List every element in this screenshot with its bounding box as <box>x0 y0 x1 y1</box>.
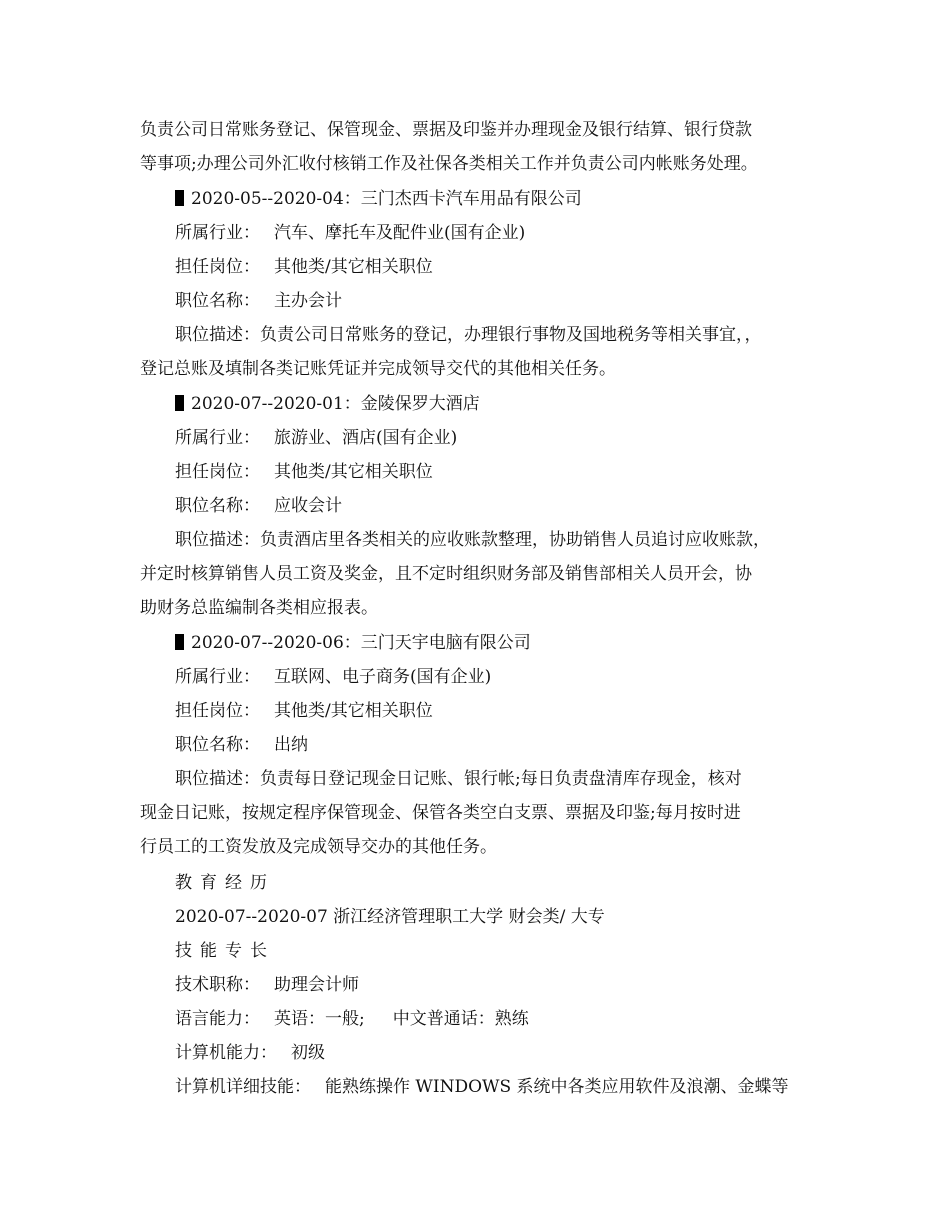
education-heading: 教育经历 <box>175 873 275 893</box>
post-label: 担任岗位： <box>175 701 260 721</box>
job-desc-line: 并定时核算销售人员工资及奖金，且不定时组织财务部及销售部相关人员开会，协 <box>140 564 752 584</box>
job-header-text: 2020-05--2020-04：三门杰西卡汽车用品有限公司 <box>191 189 582 209</box>
intro-line-1: 负责公司日常账务登记、保管现金、票据及印鉴并办理现金及银行结算、银行贷款 <box>140 120 752 140</box>
intro-line-2: 等事项;办理公司外汇收付核销工作及社保各类相关工作并负责公司内帐账务处理。 <box>140 154 758 174</box>
industry-value: 互联网、电子商务(国有企业) <box>274 667 492 687</box>
industry-label: 所属行业： <box>175 667 260 687</box>
industry-label: 所属行业： <box>175 223 260 243</box>
job-title-row <box>0 489 950 523</box>
title-label: 职位名称： <box>175 735 260 755</box>
computer-label: 计算机能力： <box>175 1043 277 1063</box>
title-label: 职位名称： <box>175 291 260 311</box>
title-value: 应收会计 <box>274 496 342 516</box>
job-desc-line: 职位描述：负责酒店里各类相关的应收账款整理，协助销售人员追讨应收账款， <box>175 530 770 550</box>
job-header-text: 2020-07--2020-06：三门天宇电脑有限公司 <box>191 633 531 653</box>
job-title-row <box>0 728 950 762</box>
job-industry-row <box>0 216 950 250</box>
industry-value: 旅游业、酒店(国有企业) <box>274 428 458 448</box>
computer-detail-label: 计算机详细技能： <box>175 1077 311 1097</box>
job-post-row <box>0 694 950 728</box>
job-header-text: 2020-07--2020-01：金陵保罗大酒店 <box>191 394 480 414</box>
job-title-row <box>0 284 950 318</box>
job-header <box>0 626 950 660</box>
post-label: 担任岗位： <box>175 257 260 277</box>
post-value: 其他类/其它相关职位 <box>274 257 433 277</box>
job-header <box>0 182 950 216</box>
skills-heading: 技能专长 <box>175 941 275 961</box>
english-value: 英语：一般; <box>274 1009 365 1029</box>
bullet-marker-icon <box>175 395 184 411</box>
language-row <box>0 1002 950 1036</box>
job-desc-line: 登记总账及填制各类记账凭证并完成领导交代的其他相关任务。 <box>140 359 616 379</box>
tech-title-label: 技术职称： <box>175 975 260 995</box>
job-desc-line: 行员工的工资发放及完成领导交办的其他任务。 <box>140 837 497 857</box>
job-industry-row <box>0 421 950 455</box>
computer-detail-value: 能熟练操作 WINDOWS 系统中各类应用软件及浪潮、金蝶等 <box>325 1077 789 1097</box>
post-label: 担任岗位： <box>175 462 260 482</box>
computer-value: 初级 <box>291 1043 325 1063</box>
education-entry: 2020-07--2020-07 浙江经济管理职工大学 财会类/ 大专 <box>175 907 605 927</box>
job-desc-line: 职位描述：负责公司日常账务的登记，办理银行事物及国地税务等相关事宜，， <box>175 325 762 345</box>
job-desc-line: 助财务总监编制各类相应报表。 <box>140 598 378 618</box>
post-value: 其他类/其它相关职位 <box>274 462 433 482</box>
title-value: 主办会计 <box>274 291 342 311</box>
bullet-marker-icon <box>175 634 184 650</box>
mandarin-value: 中文普通话：熟练 <box>392 1009 529 1029</box>
title-label: 职位名称： <box>175 496 260 516</box>
computer-detail-row <box>0 1070 950 1104</box>
job-desc-line: 职位描述：负责每日登记现金日记账、银行帐;每日负责盘清库存现金，核对 <box>175 769 742 789</box>
job-post-row <box>0 455 950 489</box>
tech-title-value: 助理会计师 <box>274 975 359 995</box>
bullet-marker-icon <box>175 190 184 206</box>
industry-value: 汽车、摩托车及配件业(国有企业) <box>274 223 526 243</box>
job-header <box>0 387 950 421</box>
industry-label: 所属行业： <box>175 428 260 448</box>
title-value: 出纳 <box>274 735 308 755</box>
job-post-row <box>0 250 950 284</box>
language-label: 语言能力： <box>175 1009 260 1029</box>
tech-title-row <box>0 968 950 1002</box>
job-desc-line: 现金日记账，按规定程序保管现金、保管各类空白支票、票据及印鉴;每月按时进 <box>140 803 741 823</box>
post-value: 其他类/其它相关职位 <box>274 701 433 721</box>
computer-row <box>0 1036 950 1070</box>
job-industry-row <box>0 660 950 694</box>
